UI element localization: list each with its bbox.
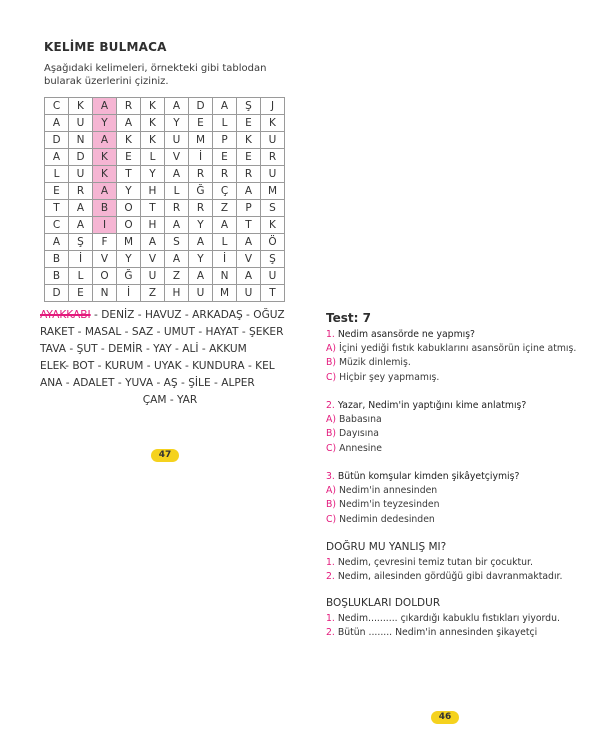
grid-cell: P [237, 200, 261, 217]
right-page [300, 0, 600, 750]
grid-cell: S [165, 234, 189, 251]
grid-cell: T [141, 200, 165, 217]
grid-cell: I [93, 217, 117, 234]
grid-cell: V [237, 251, 261, 268]
grid-cell: A [141, 234, 165, 251]
word-search-grid [44, 97, 285, 302]
option: C) Annesine [326, 442, 382, 454]
grid-cell: A [165, 166, 189, 183]
word-list [40, 307, 300, 409]
grid-cell: A [93, 98, 117, 115]
grid-cell: R [117, 98, 141, 115]
word-search-instruction: Aşağıdaki kelimeleri, örnekteki gibi tablodan bularak üzerlerini çiziniz. [44, 63, 267, 87]
fill-blank-item: 2. Bütün ........ Nedim'in annesinden şikayetçi [326, 627, 538, 639]
grid-cell: D [69, 149, 93, 166]
grid-cell: A [213, 98, 237, 115]
option: A) Babasına [326, 414, 382, 426]
grid-cell: M [117, 234, 141, 251]
word-search-title: KELİME BULMACA [44, 40, 167, 54]
grid-cell: A [189, 268, 213, 285]
grid-cell: R [189, 166, 213, 183]
grid-cell: L [165, 183, 189, 200]
grid-cell: Y [189, 251, 213, 268]
grid-cell: Z [165, 268, 189, 285]
grid-cell: N [69, 132, 93, 149]
grid-cell: İ [213, 251, 237, 268]
grid-cell: R [69, 183, 93, 200]
question: 3. Bütün komşular kimden şikâyetçiymiş? [326, 471, 520, 482]
grid-cell: Ç [213, 183, 237, 200]
grid-cell: A [69, 200, 93, 217]
grid-cell: A [93, 132, 117, 149]
true-false-heading: DOĞRU MU YANLIŞ MI? [326, 541, 447, 553]
grid-cell: V [93, 251, 117, 268]
grid-cell: Y [165, 115, 189, 132]
grid-cell: A [93, 183, 117, 200]
grid-cell: T [45, 200, 69, 217]
option: A) Nedim'in annesinden [326, 485, 438, 497]
grid-cell: U [189, 285, 213, 302]
grid-cell: L [45, 166, 69, 183]
true-false-item: 2. Nedim, ailesinden gördüğü gibi davranmaktadır. [326, 571, 563, 583]
question-block [326, 328, 596, 385]
grid-cell: B [45, 268, 69, 285]
grid-cell: Y [117, 183, 141, 200]
grid-cell: K [141, 98, 165, 115]
grid-cell: R [261, 149, 285, 166]
grid-cell: H [141, 217, 165, 234]
grid-cell: U [261, 268, 285, 285]
grid-cell: U [165, 132, 189, 149]
grid-cell: B [45, 251, 69, 268]
grid-cell: K [93, 166, 117, 183]
grid-cell: P [213, 132, 237, 149]
grid-cell: K [237, 132, 261, 149]
grid-cell: V [141, 251, 165, 268]
grid-row [45, 217, 285, 234]
grid-cell: E [189, 115, 213, 132]
question: 2. Yazar, Nedim'in yaptığını kime anlatmış? [326, 400, 527, 411]
grid-cell: Ğ [189, 183, 213, 200]
grid-cell: Ş [237, 98, 261, 115]
fill-blanks-heading: BOŞLUKLARI DOLDUR [326, 597, 441, 609]
grid-cell: U [69, 166, 93, 183]
grid-cell: T [117, 166, 141, 183]
grid-cell: E [45, 183, 69, 200]
grid-row [45, 285, 285, 302]
grid-cell: Y [93, 115, 117, 132]
word-list-line: RAKET - MASAL - SAZ - UMUT - HAYAT - ŞEKER [40, 326, 284, 338]
grid-row [45, 234, 285, 251]
grid-cell: N [213, 268, 237, 285]
grid-cell: İ [117, 285, 141, 302]
grid-cell: D [189, 98, 213, 115]
grid-row [45, 132, 285, 149]
word-list-line: TAVA - ŞUT - DEMİR - YAY - ALİ - AKKUM [40, 343, 247, 355]
grid-cell: A [237, 268, 261, 285]
grid-cell: L [141, 149, 165, 166]
grid-cell: S [261, 200, 285, 217]
grid-cell: A [45, 149, 69, 166]
grid-cell: T [261, 285, 285, 302]
grid-cell: U [261, 132, 285, 149]
grid-cell: Ş [69, 234, 93, 251]
option: A) İçini yediği fıstık kabuklarını asansörün içine atmış. [326, 343, 577, 355]
grid-cell: D [45, 132, 69, 149]
grid-cell: E [213, 149, 237, 166]
grid-cell: A [189, 234, 213, 251]
grid-cell: R [237, 166, 261, 183]
grid-cell: K [261, 217, 285, 234]
grid-cell: M [189, 132, 213, 149]
grid-cell: B [93, 200, 117, 217]
grid-cell: L [213, 115, 237, 132]
grid-cell: R [189, 200, 213, 217]
test-title: Test: 7 [326, 311, 371, 325]
grid-cell: U [141, 268, 165, 285]
grid-cell: Y [141, 166, 165, 183]
page-number-badge: 47 [151, 449, 179, 462]
grid-cell: V [165, 149, 189, 166]
option: C) Hiçbir şey yapmamış. [326, 371, 440, 383]
grid-cell: A [45, 234, 69, 251]
grid-row [45, 183, 285, 200]
grid-cell: A [237, 183, 261, 200]
word-list-line: AYAKKABI - DENİZ - HAVUZ - ARKADAŞ - OĞUZ [40, 309, 285, 321]
grid-row [45, 268, 285, 285]
grid-cell: R [165, 200, 189, 217]
grid-cell: K [261, 115, 285, 132]
grid-cell: L [69, 268, 93, 285]
grid-cell: Ş [261, 251, 285, 268]
option: C) Nedimin dedesinden [326, 513, 435, 525]
option: B) Dayısına [326, 428, 379, 440]
page-number-badge: 46 [431, 711, 459, 724]
grid-row [45, 149, 285, 166]
grid-cell: U [261, 166, 285, 183]
grid-cell: K [117, 132, 141, 149]
grid-row [45, 115, 285, 132]
grid-cell: Ğ [117, 268, 141, 285]
grid-cell: H [141, 183, 165, 200]
question: 1. Nedim asansörde ne yapmış? [326, 329, 475, 340]
fill-blank-item: 1. Nedim.......... çıkardığı kabuklu fıstıkları yiyordu. [326, 613, 560, 624]
grid-cell: Ö [261, 234, 285, 251]
grid-cell: O [117, 217, 141, 234]
grid-cell: K [141, 132, 165, 149]
grid-cell: A [213, 217, 237, 234]
grid-cell: Y [189, 217, 213, 234]
grid-cell: N [93, 285, 117, 302]
grid-cell: J [261, 98, 285, 115]
grid-row [45, 166, 285, 183]
crossed-example-word: AYAKKABI [40, 309, 91, 321]
grid-cell: A [165, 98, 189, 115]
grid-cell: Y [117, 251, 141, 268]
grid-cell: M [261, 183, 285, 200]
grid-cell: İ [69, 251, 93, 268]
grid-cell: U [69, 115, 93, 132]
grid-cell: A [237, 234, 261, 251]
grid-cell: E [69, 285, 93, 302]
grid-row [45, 200, 285, 217]
grid-cell: O [117, 200, 141, 217]
grid-cell: E [117, 149, 141, 166]
grid-cell: L [213, 234, 237, 251]
grid-cell: K [69, 98, 93, 115]
grid-cell: U [237, 285, 261, 302]
grid-cell: M [213, 285, 237, 302]
grid-cell: K [141, 115, 165, 132]
true-false-list [326, 556, 596, 584]
grid-cell: C [45, 98, 69, 115]
grid-cell: O [93, 268, 117, 285]
grid-row [45, 98, 285, 115]
question-block [326, 470, 596, 527]
grid-cell: A [69, 217, 93, 234]
grid-cell: A [117, 115, 141, 132]
option: B) Müzik dinlemiş. [326, 357, 411, 369]
grid-cell: C [45, 217, 69, 234]
grid-cell: F [93, 234, 117, 251]
grid-cell: R [213, 166, 237, 183]
grid-cell: H [165, 285, 189, 302]
option: B) Nedim'in teyzesinden [326, 499, 440, 511]
question-block [326, 399, 596, 456]
grid-cell: E [237, 149, 261, 166]
word-list-line: ELEK- BOT - KURUM - UYAK - KUNDURA - KEL [40, 360, 275, 372]
grid-cell: K [93, 149, 117, 166]
grid-cell: İ [189, 149, 213, 166]
grid-cell: T [237, 217, 261, 234]
grid-cell: D [45, 285, 69, 302]
grid-cell: A [165, 251, 189, 268]
grid-row [45, 251, 285, 268]
word-list-line: ANA - ADALET - YUVA - AŞ - ŞİLE - ALPER [40, 377, 255, 389]
grid-cell: A [45, 115, 69, 132]
grid-cell: E [237, 115, 261, 132]
grid-cell: A [165, 217, 189, 234]
true-false-item: 1. Nedim, çevresini temiz tutan bir çocuktur. [326, 557, 533, 568]
grid-cell: Z [141, 285, 165, 302]
grid-cell: Z [213, 200, 237, 217]
fill-blanks-list [326, 612, 596, 640]
word-list-line: ÇAM - YAR [142, 394, 198, 406]
